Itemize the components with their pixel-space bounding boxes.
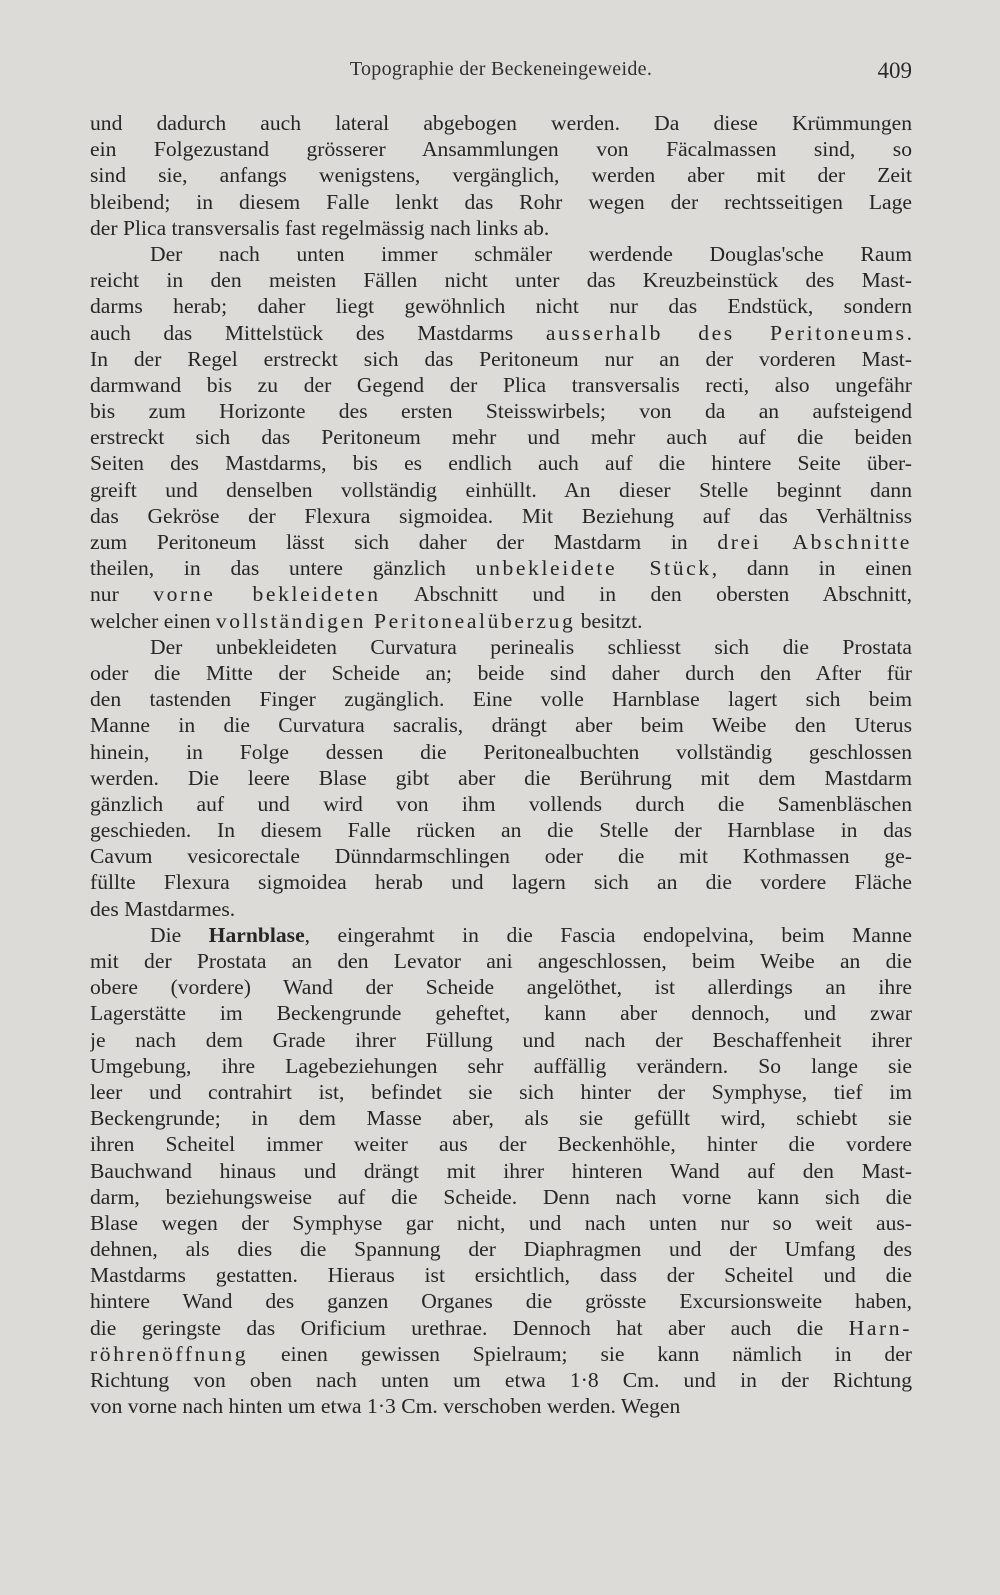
text-line: Cavum vesicorectale Dünndarmschlingen oder die mit Kothmassen ge-	[90, 844, 912, 869]
text-line: Mastdarms gestatten. Hieraus ist ersichtlich, dass der Scheitel und die	[90, 1263, 912, 1288]
text-line	[90, 922, 912, 948]
text-segment: Die	[150, 922, 209, 947]
text-line: In der Regel erstreckt sich das Peritoneum nur an der vorderen Mast-	[90, 346, 912, 371]
text-line: hintere Wand des ganzen Organes die grösste Excursionsweite haben,	[90, 1289, 912, 1314]
text-line: bis zum Horizonte des ersten Steisswirbels; von da an aufsteigend	[90, 399, 912, 424]
text-line: leer und contrahirt ist, befindet sie sich hinter der Symphyse, tief im	[90, 1079, 912, 1104]
text-line	[90, 555, 912, 581]
spaced-emphasis: drei Abschnitte	[717, 530, 912, 554]
text-segment: , eingerahmt in die Fascia endopelvina, beim Manne	[304, 922, 912, 947]
spaced-emphasis: röhrenöffnung	[90, 1341, 249, 1366]
text-line: reicht in den meisten Fällen nicht unter das Kreuzbeinstück des Mast-	[90, 268, 912, 293]
text-line: Der unbekleideten Curvatura perinealis schliesst sich die Prostata	[150, 634, 912, 659]
text-line: hinein, in Folge dessen die Peritonealbuchten vollständig geschlossen	[90, 739, 912, 764]
text-line: darmwand bis zu der Gegend der Plica transversalis recti, also ungefähr	[90, 372, 912, 397]
text-line: Seiten des Mastdarms, bis es endlich auch auf die hintere Seite über-	[90, 451, 912, 476]
spaced-emphasis: ausserhalb des Peritoneums	[545, 320, 907, 345]
text-line	[90, 1341, 912, 1367]
text-segment: auch das Mittelstück des Mastdarms	[90, 320, 546, 345]
text-segment: welcher einen	[90, 608, 216, 633]
text-line: bleibend; in diesem Falle lenkt das Rohr wegen der rechtsseitigen Lage	[90, 189, 912, 214]
text-line: Lagerstätte im Beckengrunde geheftet, kann aber dennoch, und zwar	[90, 1001, 912, 1026]
spaced-emphasis: vorne bekleideten	[153, 582, 381, 607]
text-line: füllte Flexura sigmoidea herab und lagern sich an die vordere Fläche	[90, 870, 912, 895]
text-segment: .	[906, 320, 912, 345]
text-line: dehnen, als dies die Spannung der Diaphragmen und der Umfang des	[90, 1237, 912, 1262]
text-line: greift und denselben vollständig einhüllt. An dieser Stelle beginnt dann	[90, 477, 912, 502]
text-segment: nur	[90, 582, 154, 607]
text-line: darm, beziehungsweise auf die Scheide. Denn nach vorne kann sich die	[90, 1184, 912, 1209]
text-line: Manne in die Curvatura sacralis, drängt aber beim Weibe den Uterus	[90, 713, 912, 738]
spaced-emphasis: vollständigen Peritonealüberzug	[215, 608, 576, 633]
text-segment: , dann in einen	[711, 556, 912, 581]
text-line: ihren Scheitel immer weiter aus der Beckenhöhle, hinter die vordere	[90, 1132, 912, 1157]
text-line: ein Folgezustand grösserer Ansammlungen von Fäcalmassen sind, so	[90, 137, 912, 162]
text-line: Bauchwand hinaus und drängt mit ihrer hinteren Wand auf den Mast-	[90, 1158, 912, 1183]
text-line	[90, 320, 912, 346]
text-line: von vorne nach hinten um etwa 1·3 Cm. verschoben werden. Wegen	[90, 1394, 681, 1419]
text-line	[90, 581, 912, 607]
text-line: das Gekröse der Flexura sigmoidea. Mit Beziehung auf das Verhältniss	[90, 503, 912, 528]
text-line: den tastenden Finger zugänglich. Eine volle Harnblase lagert sich beim	[90, 687, 912, 712]
bold-term: Harnblase	[208, 922, 305, 947]
body-text	[90, 110, 912, 1419]
page-header	[90, 58, 912, 90]
spaced-emphasis: Harn-	[848, 1315, 912, 1340]
text-segment: Abschnitt und in den obersten Abschnitt,	[380, 582, 912, 607]
page-number: 409	[877, 58, 912, 83]
text-line: werden. Die leere Blase gibt aber die Berührung mit dem Mastdarm	[90, 765, 912, 790]
text-line: obere (vordere) Wand der Scheide angelöthet, ist allerdings an ihre	[90, 975, 912, 1000]
text-segment: einen gewissen Spielraum; sie kann nämlich in der	[248, 1341, 912, 1366]
text-line: Der nach unten immer schmäler werdende Douglas'sche Raum	[150, 241, 912, 266]
text-line	[90, 1315, 912, 1341]
spaced-emphasis: unbekleidete Stück	[475, 556, 712, 581]
running-title: Topographie der Beckeneingeweide.	[349, 58, 653, 80]
text-line: Umgebung, ihre Lagebeziehungen sehr auffällig verändern. So lange sie	[90, 1053, 912, 1078]
text-line: und dadurch auch lateral abgebogen werden. Da diese Krümmungen	[90, 111, 912, 135]
text-line: des Mastdarmes.	[90, 896, 236, 921]
text-line: der Plica transversalis fast regelmässig nach links ab.	[90, 215, 550, 240]
text-line: je nach dem Grade ihrer Füllung und nach der Beschaffenheit ihrer	[90, 1027, 912, 1052]
text-segment: besitzt.	[575, 608, 643, 633]
text-line: darms herab; daher liegt gewöhnlich nicht nur das Endstück, sondern	[90, 294, 912, 319]
text-line: gänzlich auf und wird von ihm vollends durch die Samenbläschen	[90, 791, 912, 816]
text-segment: theilen, in das untere gänzlich	[90, 556, 476, 581]
text-line: geschieden. In diesem Falle rücken an die Stelle der Harnblase in das	[90, 818, 912, 843]
text-line	[90, 608, 912, 634]
text-line: Blase wegen der Symphyse gar nicht, und nach unten nur so weit aus-	[90, 1210, 912, 1235]
text-line: oder die Mitte der Scheide an; beide sind daher durch den After für	[90, 660, 912, 685]
text-line: mit der Prostata an den Levator ani angeschlossen, beim Weibe an die	[90, 949, 912, 973]
text-segment: zum Peritoneum lässt sich daher der Mastdarm in	[90, 530, 718, 554]
text-segment: die geringste das Orificium urethrae. Dennoch hat aber auch die	[90, 1315, 849, 1340]
text-line: sind sie, anfangs wenigstens, vergänglich, werden aber mit der Zeit	[90, 163, 912, 188]
text-line	[90, 529, 912, 555]
text-line: Richtung von oben nach unten um etwa 1·8 Cm. und in der Richtung	[90, 1368, 912, 1392]
text-line: Beckengrunde; in dem Masse aber, als sie gefüllt wird, schiebt sie	[90, 1106, 912, 1131]
text-line: erstreckt sich das Peritoneum mehr und mehr auch auf die beiden	[90, 425, 912, 450]
